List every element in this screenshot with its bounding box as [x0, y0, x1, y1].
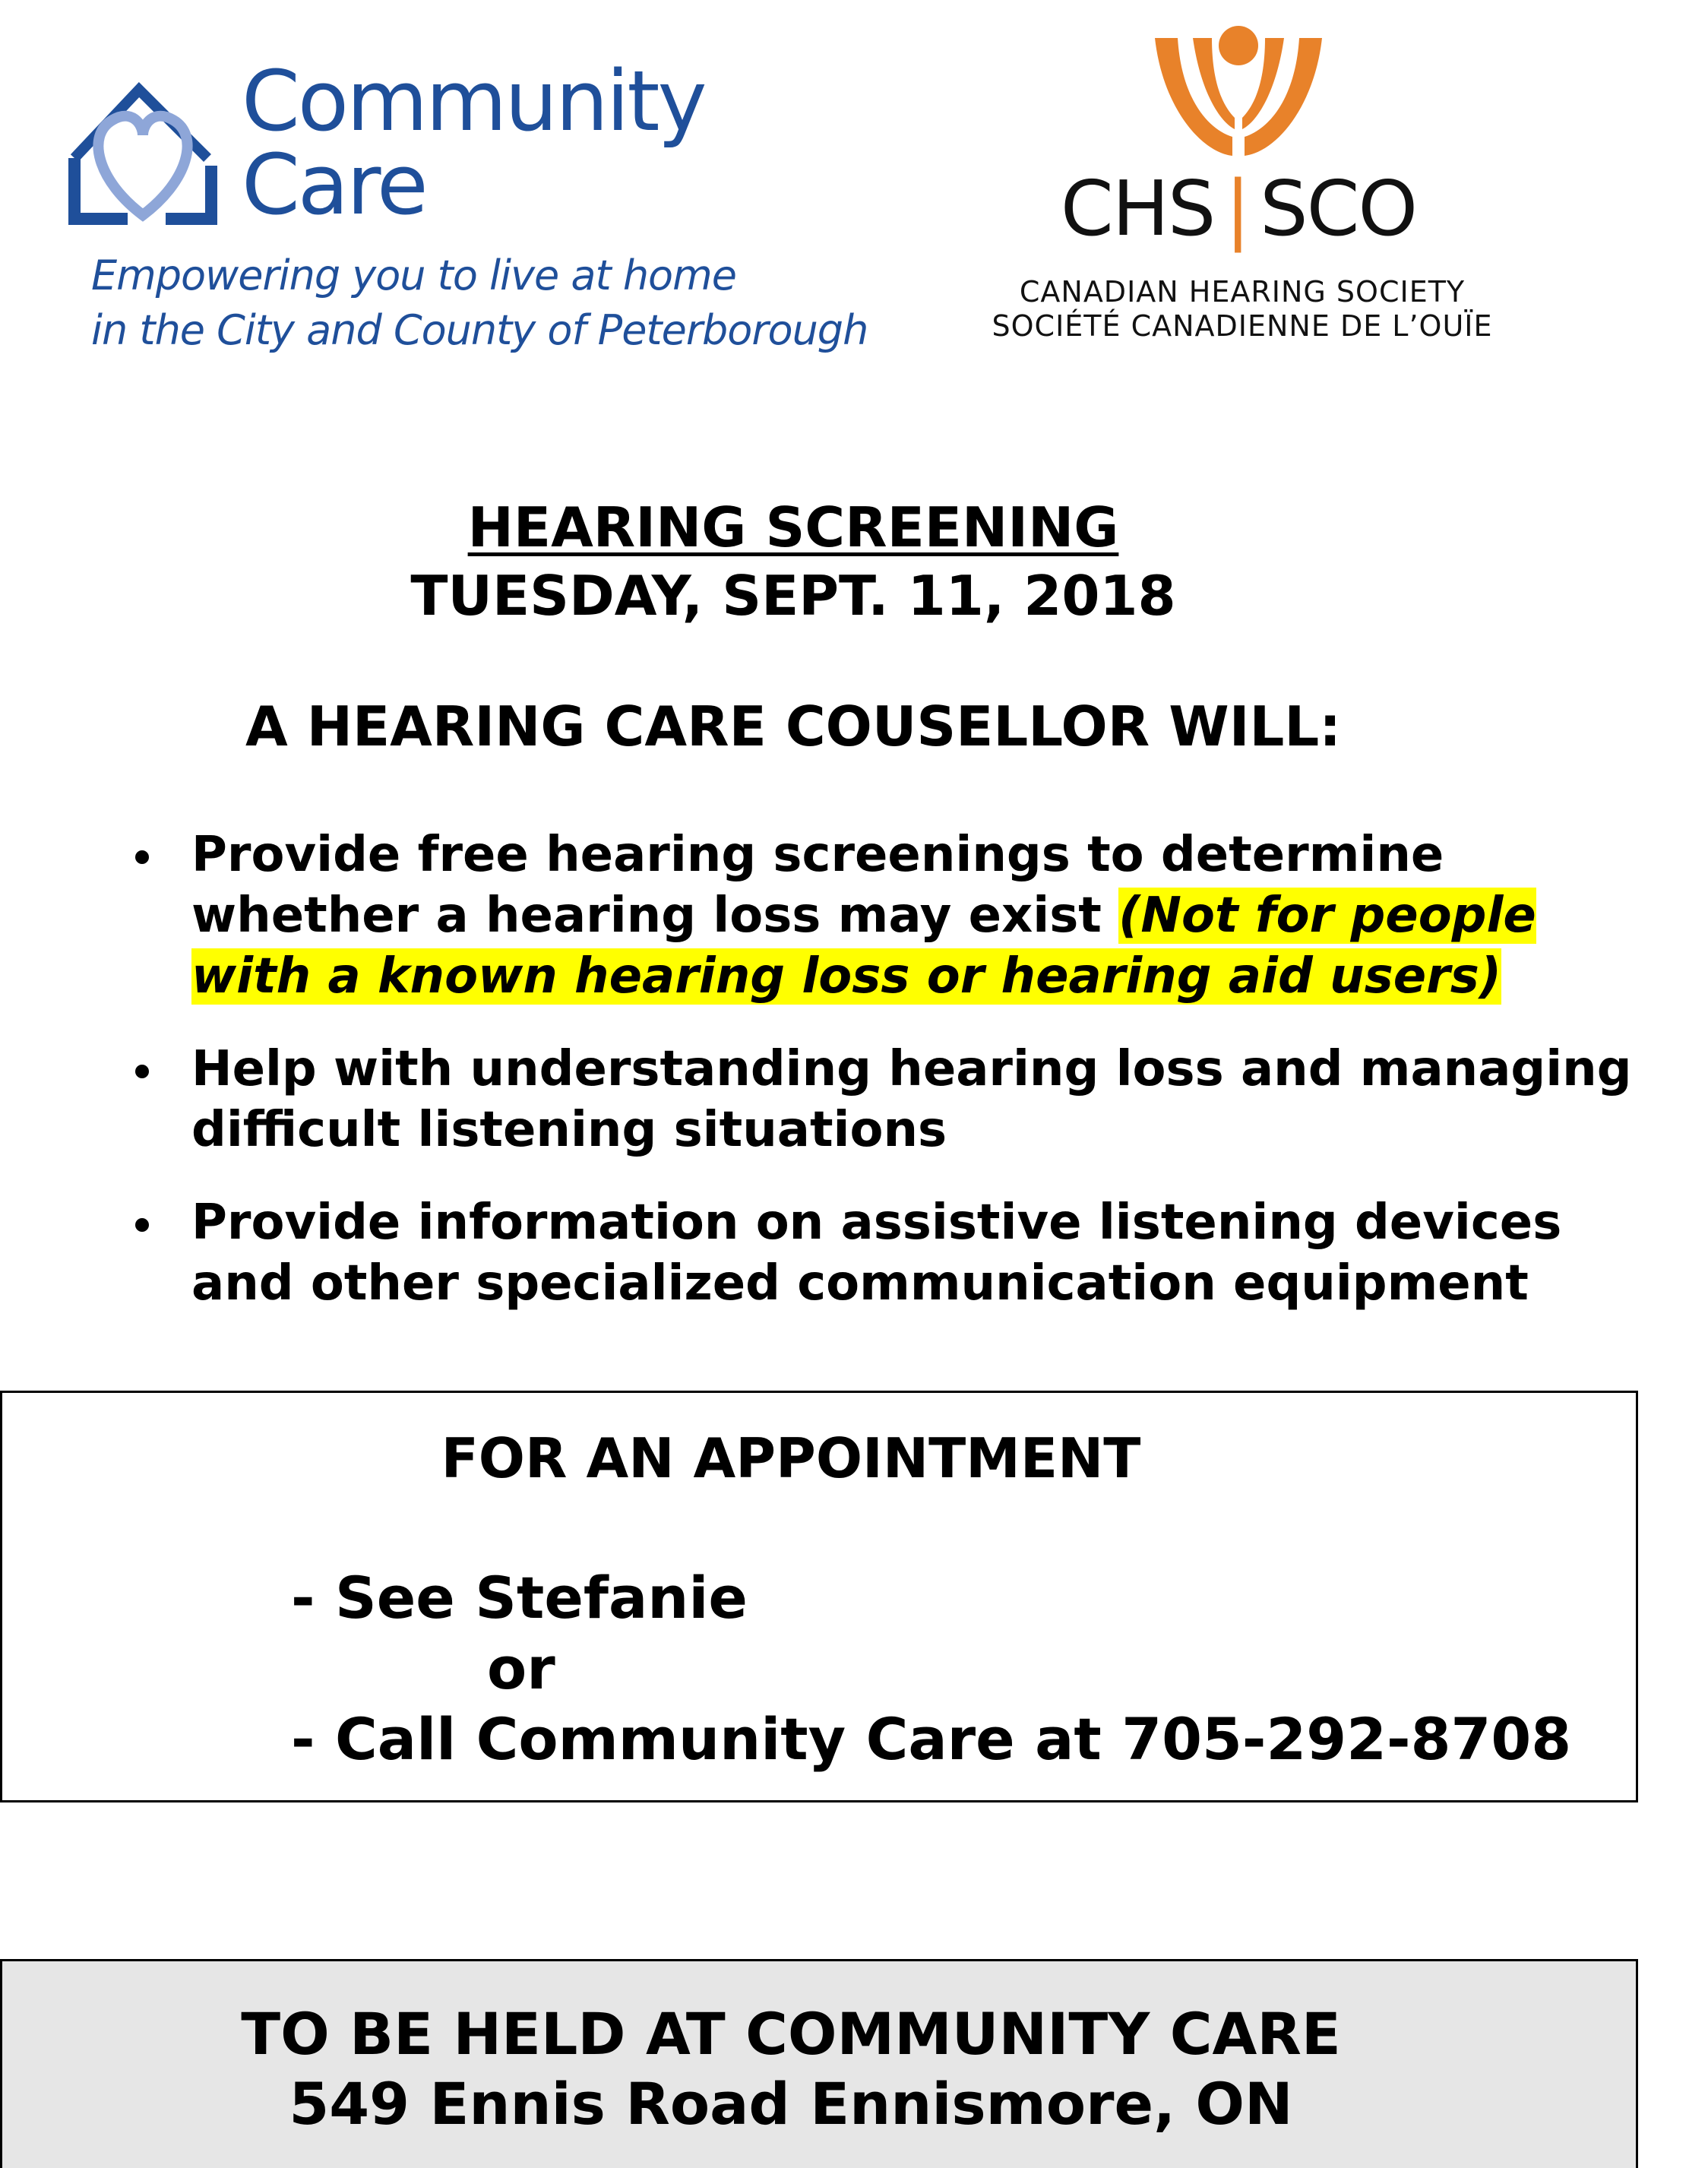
location-line1: TO BE HELD AT COMMUNITY CARE	[241, 2000, 1341, 2068]
highlight-note: (Not for people with a known hearing loss or hearing aid users)	[191, 888, 1536, 1005]
community-care-name-line2: Care	[242, 136, 426, 233]
bullet-icon	[135, 1065, 149, 1078]
counsellor-heading: A HEARING CARE COUSELLOR WILL:	[245, 695, 1342, 758]
chs-logo	[980, 23, 1512, 342]
appointment-heading: FOR AN APPOINTMENT	[441, 1426, 1141, 1490]
community-care-tagline-line2: in the City and County of Peterborough	[91, 306, 868, 354]
list-item	[129, 824, 1649, 1007]
appointment-line-call: - Call Community Care at 705-292-8708	[291, 1705, 1572, 1773]
appointment-line-see: - See Stefanie	[291, 1564, 748, 1632]
community-care-logo	[67, 52, 868, 363]
list-item-text: Help with understanding hearing loss and managing difficult listening situations	[191, 1041, 1632, 1158]
event-date: TUESDAY, SEPT. 11, 2018	[410, 564, 1176, 628]
list-item-text: Provide information on assistive listening devices and other specialized communication equipment	[191, 1195, 1562, 1312]
chs-name-en: CANADIAN HEARING SOCIETY	[1019, 275, 1466, 309]
community-care-tagline-line1: Empowering you to live at home	[91, 252, 736, 299]
chs-acronym	[980, 164, 1497, 253]
appointment-box	[0, 1391, 1638, 1802]
bullet-icon	[135, 850, 149, 864]
chs-name-fr: SOCIÉTÉ CANADIENNE DE L’OUÏE	[992, 309, 1493, 343]
services-list	[129, 824, 1649, 1346]
appointment-line-or: or	[487, 1635, 555, 1702]
location-address: 549 Ennis Road Ennismore, ON	[289, 2070, 1293, 2138]
page-title: HEARING SCREENING	[467, 495, 1119, 559]
list-item	[129, 1192, 1649, 1314]
location-box	[0, 1959, 1638, 2168]
chs-acronym-fr: SCO	[1260, 164, 1417, 253]
chs-acronym-en: CHS	[1060, 164, 1215, 253]
house-heart-icon	[67, 67, 219, 226]
community-care-name-line1: Community	[242, 52, 705, 150]
list-item	[129, 1039, 1649, 1160]
bullet-icon	[135, 1218, 149, 1232]
list-item-text: Provide free hearing screenings to determine whether a hearing loss may exist	[191, 827, 1444, 944]
person-hands-icon	[1140, 23, 1337, 175]
chs-divider: |	[1225, 164, 1250, 253]
